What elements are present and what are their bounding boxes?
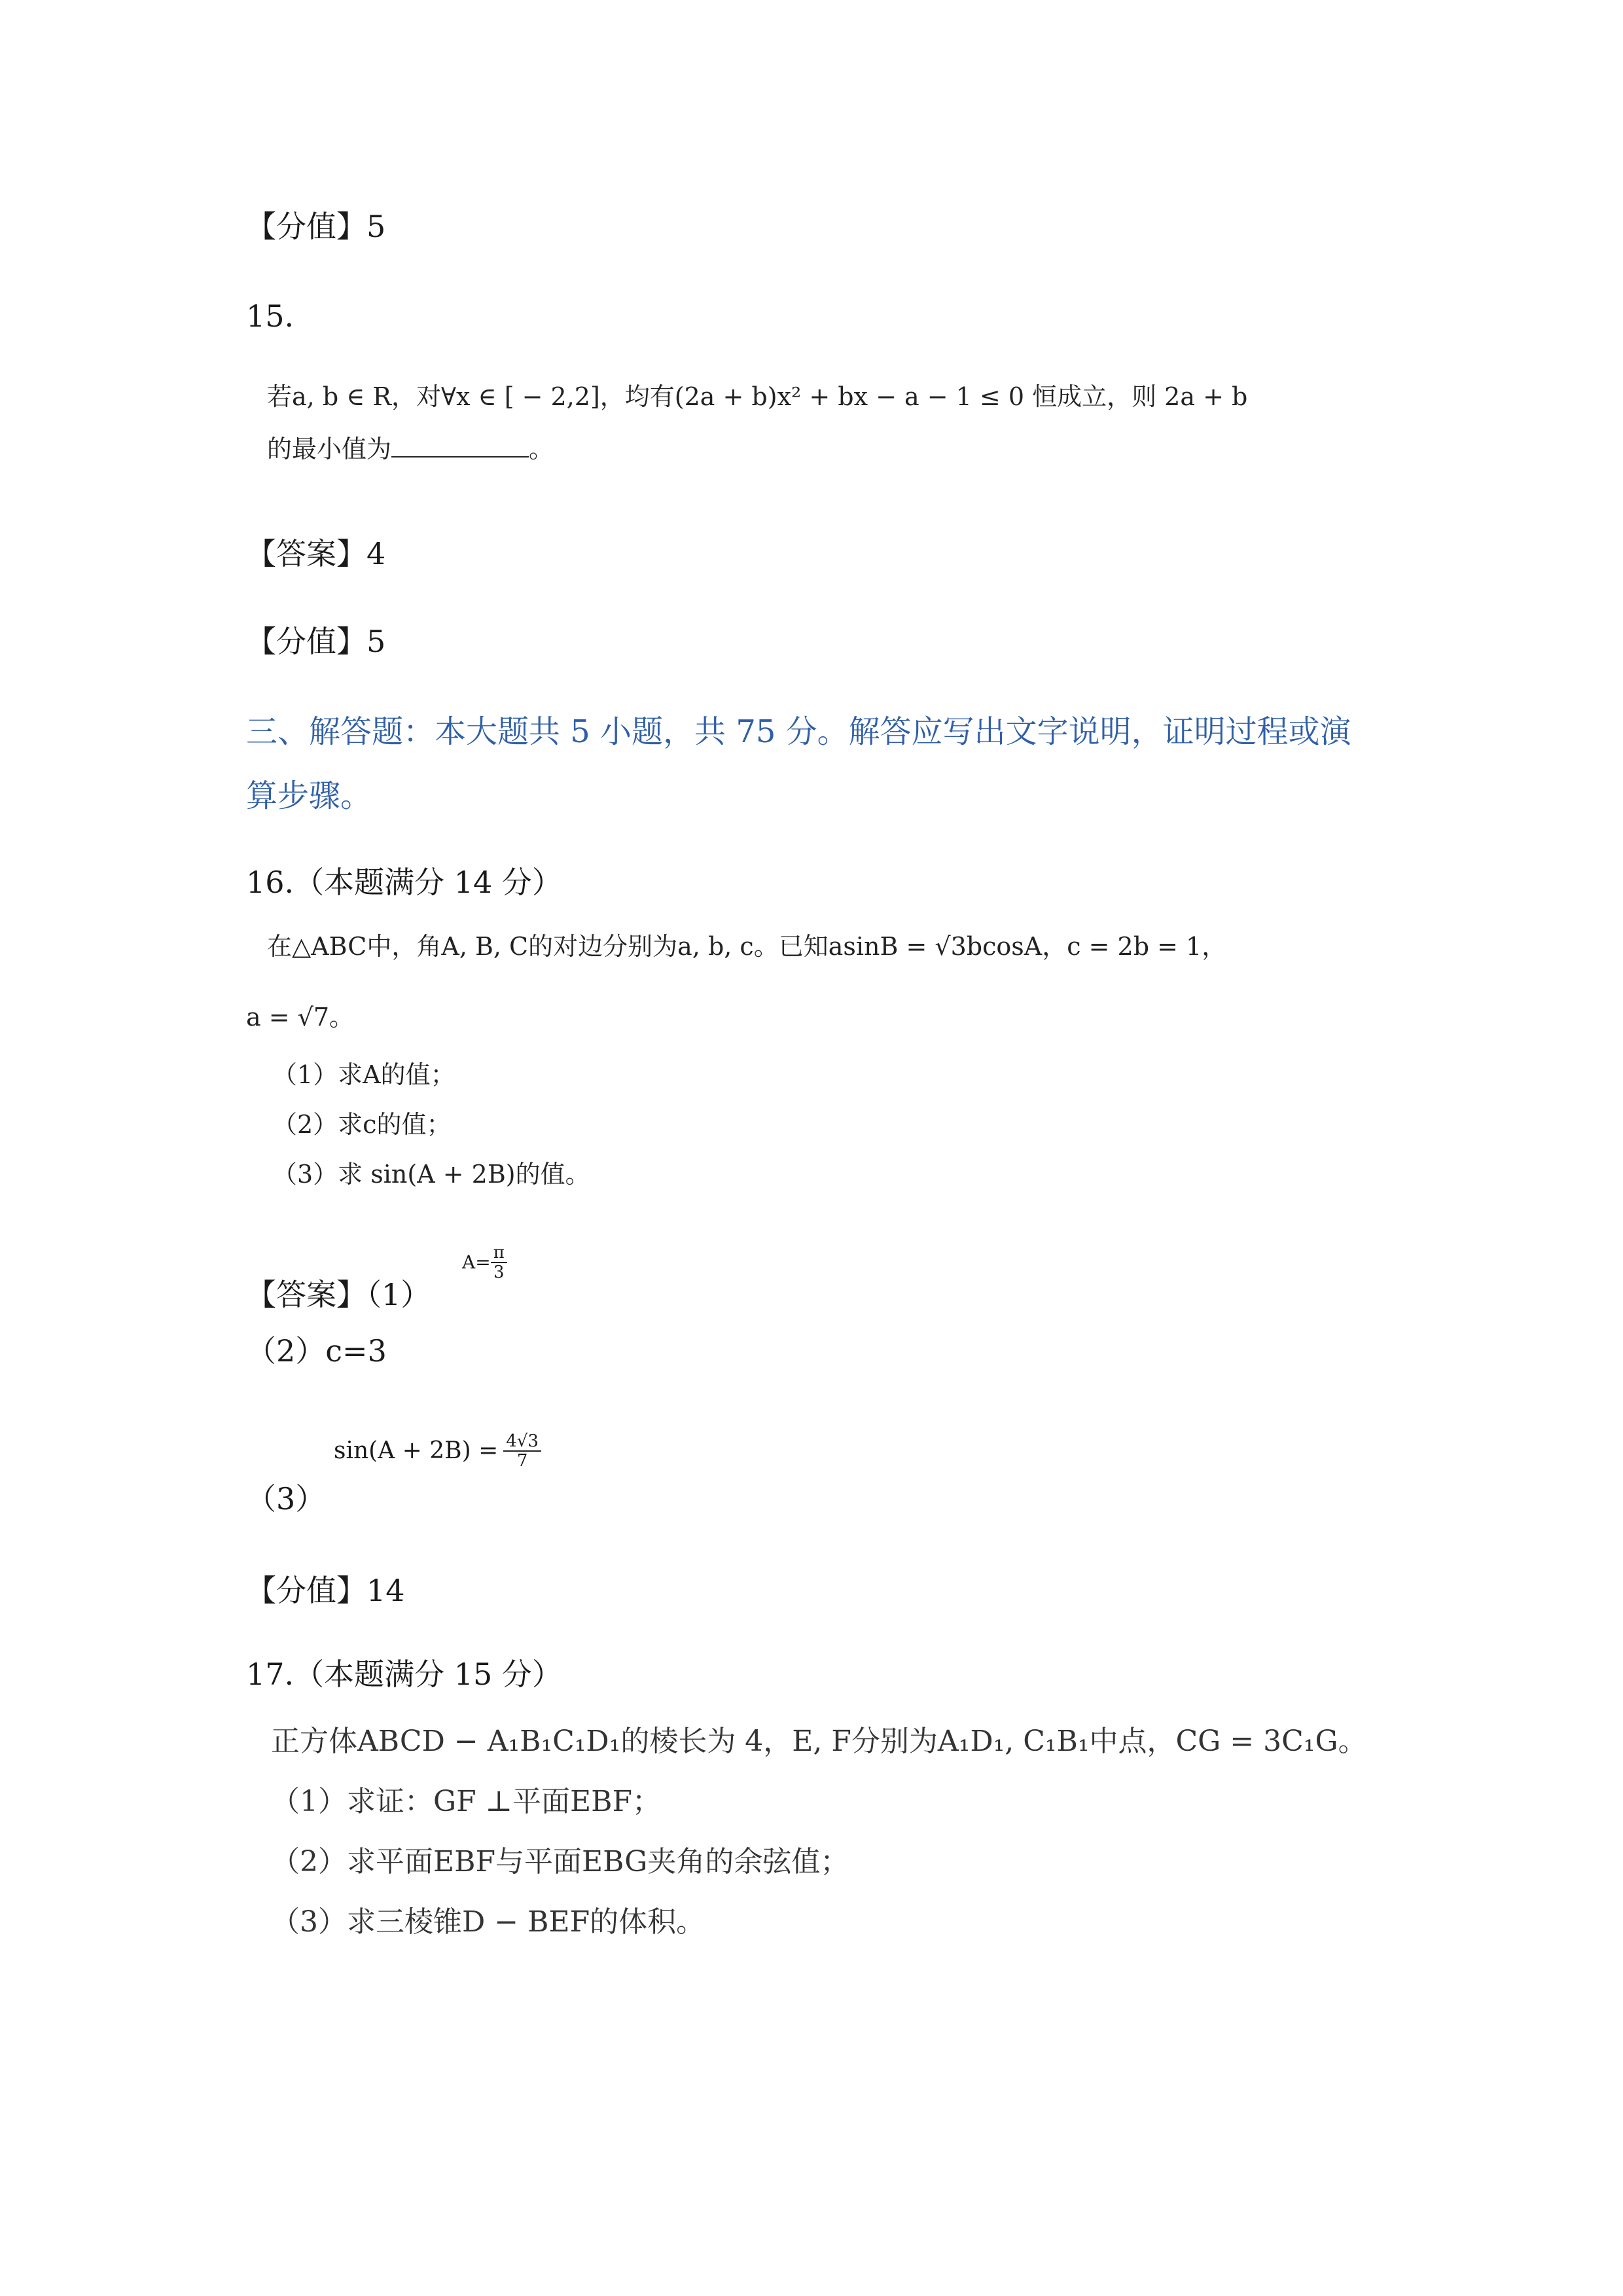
- sub-question: （2）求c的值；: [272, 1110, 452, 1139]
- sub-question: （3）求 sin(A + 2B)的值。: [272, 1160, 590, 1189]
- fraction-numerator: 4√3: [503, 1432, 541, 1452]
- question-text-fragment-end: 。: [529, 435, 554, 463]
- section-heading: 三、解答题：本大题共 5 小题，共 75 分。解答应写出文字说明，证明过程或演: [246, 713, 1351, 750]
- answer-label: 【答案】（1）: [246, 1277, 431, 1312]
- question-text: 正方体ABCD − A₁B₁C₁D₁的棱长为 4，E, F分别为A₁D₁, C₁B₁中点，CG = 3C₁G。: [271, 1725, 1367, 1758]
- fraction-denominator: 3: [493, 1263, 505, 1282]
- question-text-line2: a = √7。: [246, 1003, 355, 1031]
- sub-question: （1）求证：GF ⊥平面EBF；: [271, 1785, 662, 1818]
- answer-part: （2）c=3: [246, 1333, 387, 1369]
- section-heading-line2: 算步骤。: [246, 778, 372, 814]
- sub-question: （3）求三棱锥D − BEF的体积。: [271, 1905, 705, 1939]
- answer-formula-a: [462, 1244, 507, 1282]
- fraction-numerator: π: [491, 1244, 507, 1263]
- question-text: 若a, b ∈ R，对∀x ∈ [ − 2,2]，均有(2a + b)x² + bx − a − 1 ≤ 0 恒成立，则 2a + b: [267, 382, 1248, 411]
- fraction: [491, 1244, 507, 1282]
- sub-question: （1）求A的值；: [272, 1060, 455, 1089]
- question-text: 在△ABC中，角A, B, C的对边分别为a, b, c。已知asinB = √3bcosA，c = 2b = 1，: [267, 932, 1227, 961]
- score-label: 【分值】5: [246, 624, 386, 659]
- question-text-line2: [267, 433, 554, 465]
- question-title: 16.（本题满分 14 分）: [246, 865, 562, 900]
- question-number: 15.: [246, 298, 294, 334]
- answer-part: （3）: [246, 1481, 326, 1516]
- answer-formula-sin: [334, 1432, 541, 1470]
- sub-question: （2）求平面EBF与平面EBG夹角的余弦值；: [271, 1845, 849, 1878]
- question-title: 17.（本题满分 15 分）: [246, 1657, 562, 1692]
- formula-expression: sin(A + 2B) =: [334, 1437, 499, 1464]
- answer-blank: [391, 437, 529, 457]
- fraction-denominator: 7: [516, 1451, 528, 1471]
- score-label: 【分值】5: [246, 209, 386, 244]
- formula-lhs: A=: [462, 1251, 491, 1273]
- answer-label: 【答案】4: [246, 536, 386, 571]
- question-text-fragment: 的最小值为: [267, 435, 392, 463]
- score-label: 【分值】14: [246, 1573, 405, 1608]
- fraction: [503, 1432, 541, 1470]
